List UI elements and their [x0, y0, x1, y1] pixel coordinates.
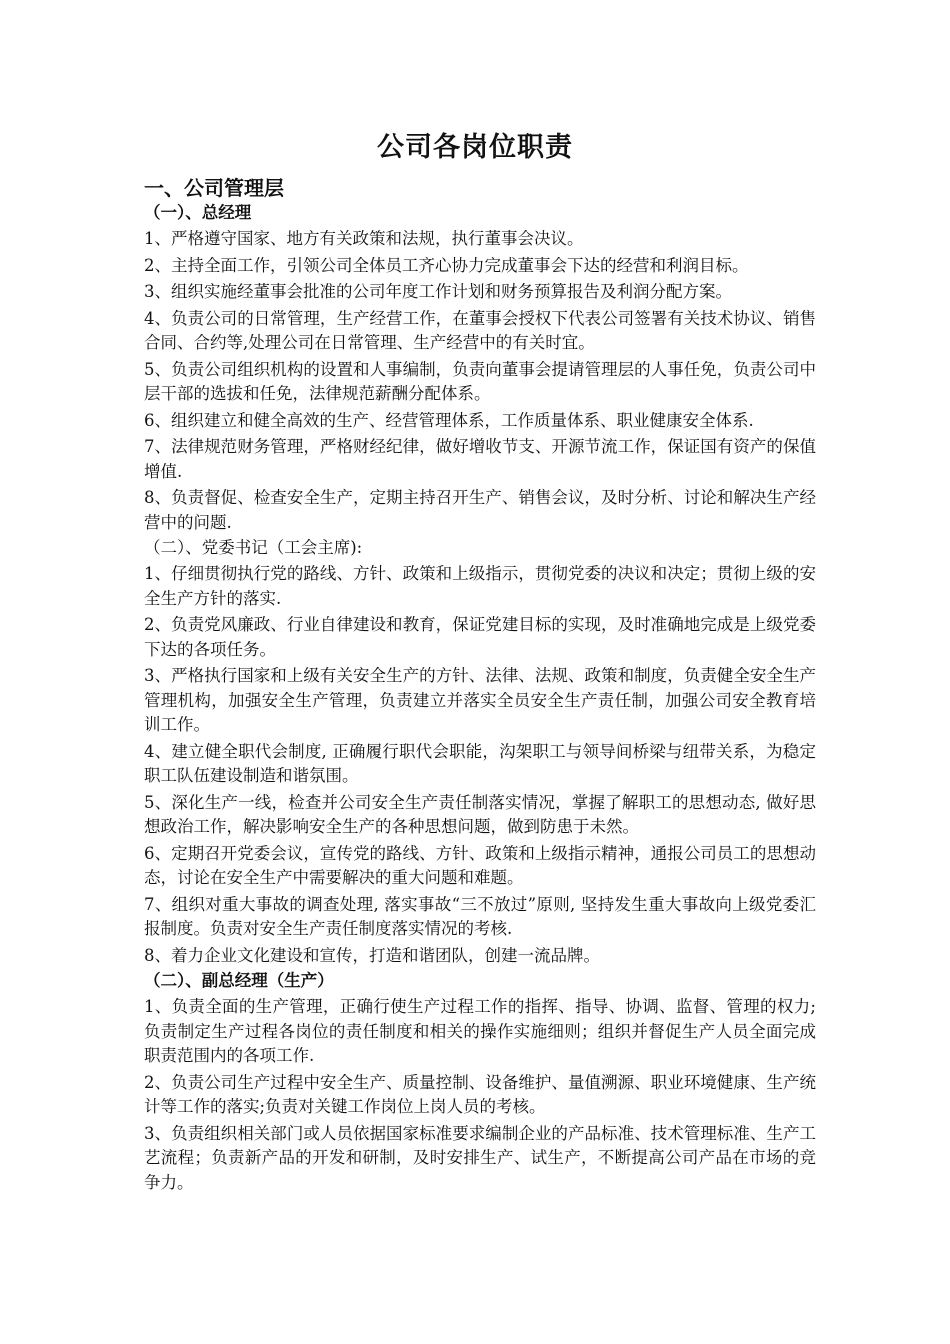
duty-item: 1、负责全面的生产管理，正确行使生产过程工作的指挥、指导、协调、监督、管理的权力;负责制定生产过程各岗位的责任制度和相关的操作实施细则；组织并督促生产人员全面完成职责范围内的各项工作.	[144, 997, 816, 1065]
party-secretary-duties	[144, 562, 816, 968]
duty-item: 8、着力企业文化建设和宣传，打造和谐团队，创建一流品牌。	[144, 945, 600, 965]
duty-item: 3、严格执行国家和上级有关安全生产的方针、法律、法规、政策和制度，负责健全安全生产管理机构，加强安全生产管理，负责建立并落实全员安全生产责任制，加强公司安全教育培训工作。	[144, 666, 816, 734]
duty-item: 6、定期召开党委会议，宣传党的路线、方针、政策和上级指示精神，通报公司员工的思想动态，讨论在安全生产中需要解决的重大问题和难题。	[144, 843, 816, 887]
duty-item: 7、法律规范财务管理，严格财经纪律，做好增收节支、开源节流工作，保证国有资产的保值增值.	[144, 437, 816, 481]
duty-item: 5、深化生产一线，检查并公司安全生产责任制落实情况，掌握了解职工的思想动态, 做好思想政治工作，解决影响安全生产的各种思想问题，做到防患于未然。	[144, 792, 816, 836]
general-manager-duties	[144, 227, 816, 535]
subsection-heading-party-secretary: （二）、党委书记（工会主席):	[144, 538, 363, 557]
duty-item: 2、负责公司生产过程中安全生产、质量控制、设备维护、量值溯源、职业环境健康、生产统计等工作的落实;负责对关键工作岗位上岗人员的考核。	[144, 1072, 816, 1116]
duty-item: 6、组织建立和健全高效的生产、经营管理体系，工作质量体系、职业健康安全体系.	[144, 410, 754, 430]
duty-item: 3、组织实施经董事会批准的公司年度工作计划和财务预算报告及利润分配方案。	[144, 282, 732, 301]
page-title: 公司各岗位职责	[377, 132, 573, 163]
duty-item: 4、建立健全职代会制度, 正确履行职代会职能，沟架职工与领导间桥梁与纽带关系，为稳定职工队伍建设制造和谐氛围。	[144, 741, 816, 785]
subsection-heading-deputy-gm-production: （二）、副总经理（生产）	[144, 971, 334, 990]
duty-item: 5、负责公司组织机构的设置和人事编制，负责向董事会提请管理层的人事任免，负责公司中层干部的选拔和任免，法律规范薪酬分配体系。	[144, 359, 816, 403]
duty-item: 7、组织对重大事故的调查处理, 落实事故“三不放过”原则, 坚持发生重大事故向上级党委汇报制度。负责对安全生产责任制度落实情况的考核.	[144, 894, 816, 938]
duty-item: 8、负责督促、检查安全生产，定期主持召开生产、销售会议，及时分析、讨论和解决生产经营中的问题.	[144, 488, 816, 532]
deputy-gm-duties	[144, 995, 816, 1195]
duty-item: 2、负责党风廉政、行业自律建设和教育，保证党建目标的实现，及时准确地完成是上级党委下达的各项任务。	[144, 615, 816, 659]
subsection-heading-general-manager: （一）、总经理	[144, 203, 252, 222]
duty-item: 1、仔细贯彻执行党的路线、方针、政策和上级指示，贯彻党委的决议和决定；贯彻上级的安全生产方针的落实.	[144, 564, 816, 608]
duty-item: 4、负责公司的日常管理，生产经营工作，在董事会授权下代表公司签署有关技术协议、销售合同、合约等,处理公司在日常管理、生产经营中的有关时宜。	[144, 308, 816, 352]
section-heading-management: 一、公司管理层	[144, 176, 284, 200]
document-body	[144, 174, 816, 1197]
duty-item: 3、负责组织相关部门或人员依据国家标准要求编制企业的产品标准、技术管理标准、生产工艺流程；负责新产品的开发和研制，及时安排生产、试生产，不断提高公司产品在市场的竞争力。	[144, 1123, 816, 1192]
duty-item: 2、主持全面工作，引领公司全体员工齐心协力完成董事会下达的经营和利润目标。	[144, 255, 749, 275]
duty-item: 1、严格遵守国家、地方有关政策和法规，执行董事会决议。	[144, 229, 584, 248]
